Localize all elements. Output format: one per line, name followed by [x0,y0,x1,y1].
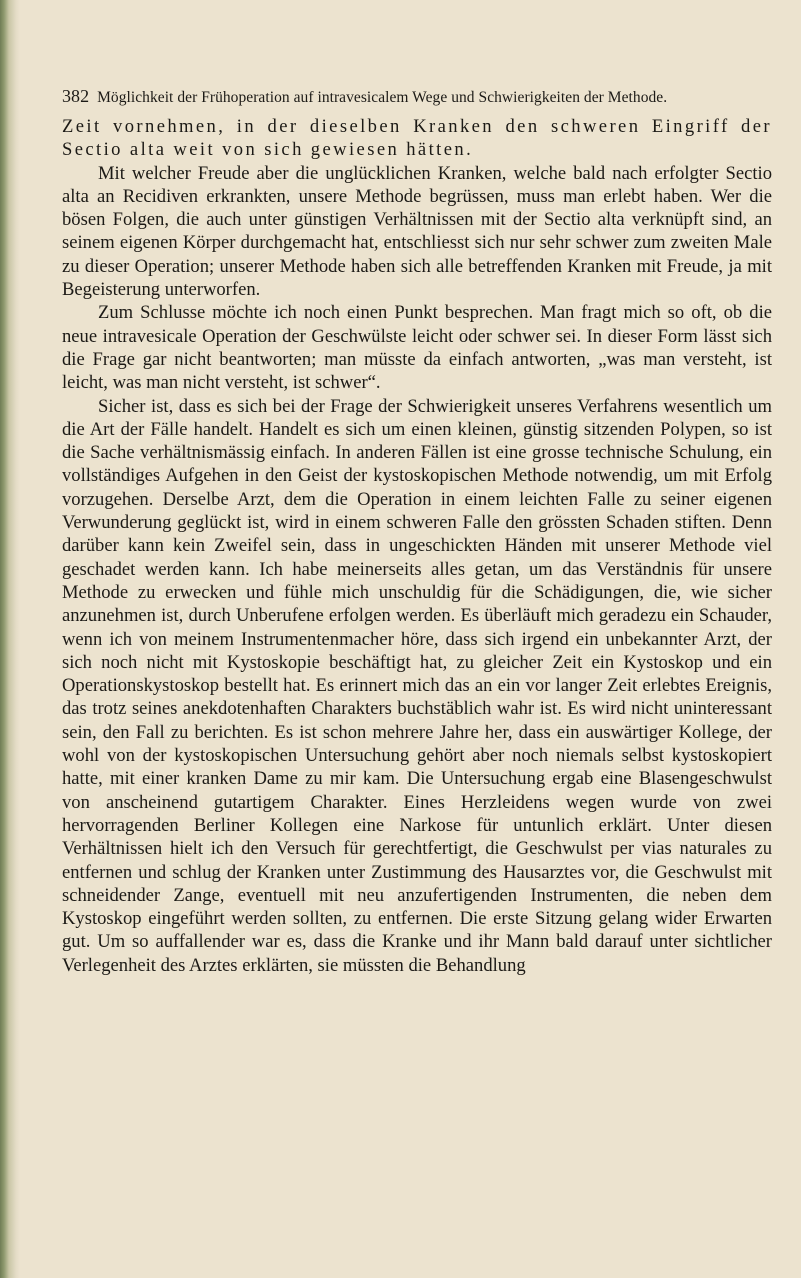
body-text [62,115,772,977]
paragraph-2: Mit welcher Freude aber die unglücklichen Kranken, welche bald nach erfolgter Sectio alta an Recidiven erkrankten, unsere Methode begrüssen, muss man erlebt haben. Wer die bösen Folgen, die auch unter günstigen Verhältnissen mit der Sectio alta verknüpft sind, an seinem eigenen Körper durchgemacht hat, entschliesst sich nur sehr schwer zum zweiten Male zu dieser Operation; unserer Methode haben sich alle betreffenden Kranken mit Freude, ja mit Begeisterung unterworfen. [62,162,772,301]
paragraph-1: Zeit vornehmen, in der dieselben Kranken den schweren Eingriff der Sectio alta weit von sich gewiesen hätten. [62,116,772,161]
page-number: 382 [62,86,90,106]
running-title: Möglichkeit der Frühoperation auf intravesicalem Wege und Schwierigkeiten der Methode. [97,89,668,106]
paragraph-4: Sicher ist, dass es sich bei der Frage der Schwierigkeit unseres Verfahrens wesentlich um die Art der Fälle handelt. Handelt es sich um einen kleinen, günstig sitzenden Polypen, so ist die Sache verhältnismässig einfach. In anderen Fällen ist eine grosse technische Schulung, ein vollständiges Aufgehen in den Geist der kystoskopischen Methode notwendig, um mit Erfolg vorzugehen. Derselbe Arzt, dem die Operation in einem leichten Falle zu seiner eigenen Verwunderung geglückt ist, wird in einem schweren Falle den grössten Schaden stiften. Denn darüber kann kein Zweifel sein, dass in ungeschickten Händen mit unserer Methode viel geschadet werden kann. Ich habe meinerseits alles getan, um das Verständnis für unsere Methode zu erwecken und fühle mich unschuldig für die Schädigungen, die, wie sicher anzunehmen ist, durch Unberufene erfolgen werden. Es überläuft mich geradezu ein Schauder, wenn ich von meinem Instrumentenmacher höre, dass sich irgend ein unbekannter Arzt, der sich noch nicht mit Kystoskopie beschäftigt hat, zu gleicher Zeit ein Kystoskop und ein Operationskystoskop bestellt hat. Es erinnert mich das an ein vor langer Zeit erlebtes Ereignis, das trotz seines anekdotenhaften Charakters buchstäblich wahr ist. Es wird nicht uninteressant sein, den Fall zu berichten. Es ist schon mehrere Jahre her, dass ein auswärtiger Kollege, der wohl von der kystoskopischen Untersuchung gehört aber noch niemals selbst kystoskopiert hatte, mit einer kranken Dame zu mir kam. Die Untersuchung ergab eine Blasengeschwulst von anscheinend gutartigem Charakter. Eines Herzleidens wegen wurde von zwei hervorragenden Berliner Kollegen eine Narkose für untunlich erklärt. Unter diesen Verhältnissen hielt ich den Versuch für gerechtfertigt, die Geschwulst per vias naturales zu entfernen und schlug der Kranken unter Zustimmung des Hausarztes vor, die Geschwulst mit schneidender Zange, eventuell mit neu anzufertigenden Instrumenten, die neben dem Kystoskop eingeführt werden sollten, zu entfernen. Die erste Sitzung gelang wider Erwarten gut. Um so auffallender war es, dass die Kranke und ihr Mann bald darauf unter sichtlicher Verlegenheit des Arztes erklärten, sie müssten die Behandlung [62,395,772,976]
running-head [62,86,772,107]
paragraph-3: Zum Schlusse möchte ich noch einen Punkt besprechen. Man fragt mich so oft, ob die neue intravesicale Operation der Geschwülste leicht oder schwer sei. In dieser Form lässt sich die Frage gar nicht beantworten; man müsste da einfach antworten, „was man versteht, ist leicht, was man nicht versteht, ist schwer“. [62,302,772,394]
